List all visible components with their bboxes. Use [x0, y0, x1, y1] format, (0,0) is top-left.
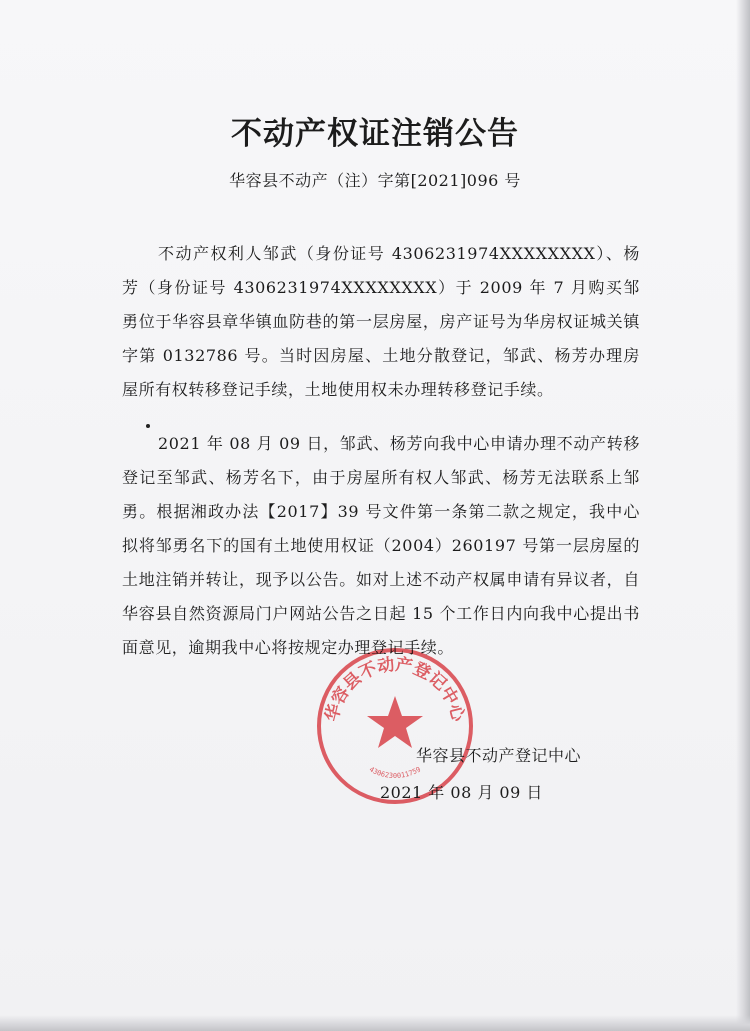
paragraph-2: 2021 年 08 月 09 日，邹武、杨芳向我中心申请办理不动产转移登记至邹武、杨芳名下，由于房屋所有权人邹武、杨芳无法联系上邹勇。根据湘政办法【2017】39 号文件第一条第二款之规定，我中心拟将邹勇名下的国有土地使用权证（2004）260197 号第一层房屋的土地注销并转让，现予以公告。如对上述不动产权属申请有异议者，自华容县自然资源局门户网站公告之日起 15 个工作日内向我中心提出书面意见，逾期我中心将按规定办理登记手续。 [122, 434, 640, 657]
document-number: 华容县不动产（注）字第[2021]096 号 [229, 171, 521, 190]
seal-serial-text: 4306230011759 [367, 765, 423, 780]
svg-text:4306230011759 [368, 765, 422, 780]
page-edge-shadow [736, 0, 750, 1031]
paragraph-1: 不动产权利人邹武（身份证号 4306231974XXXXXXXX）、杨芳（身份证号 4306231974XXXXXXXX）于 2009 年 7 月购买邹勇位于华容县章华镇血防巷的第一层房屋，房产证号为华房权证城关镇字第 0132786 号。当时因房屋、土地分散登记，邹武、杨芳办理房屋所有权转移登记手续，土地使用权未办理转移登记手续。 [122, 244, 640, 399]
issuer-name: 华容县不动产登记中心 [416, 746, 582, 765]
document-title: 不动产权证注销公告 [231, 116, 519, 152]
issue-date: 2021 年 08 月 09 日 [380, 783, 543, 802]
seal-star-icon [367, 696, 423, 748]
seal-ring-text: 华容县不动产登记中心 [322, 654, 468, 724]
page-edge-shadow-bottom [0, 1015, 750, 1031]
